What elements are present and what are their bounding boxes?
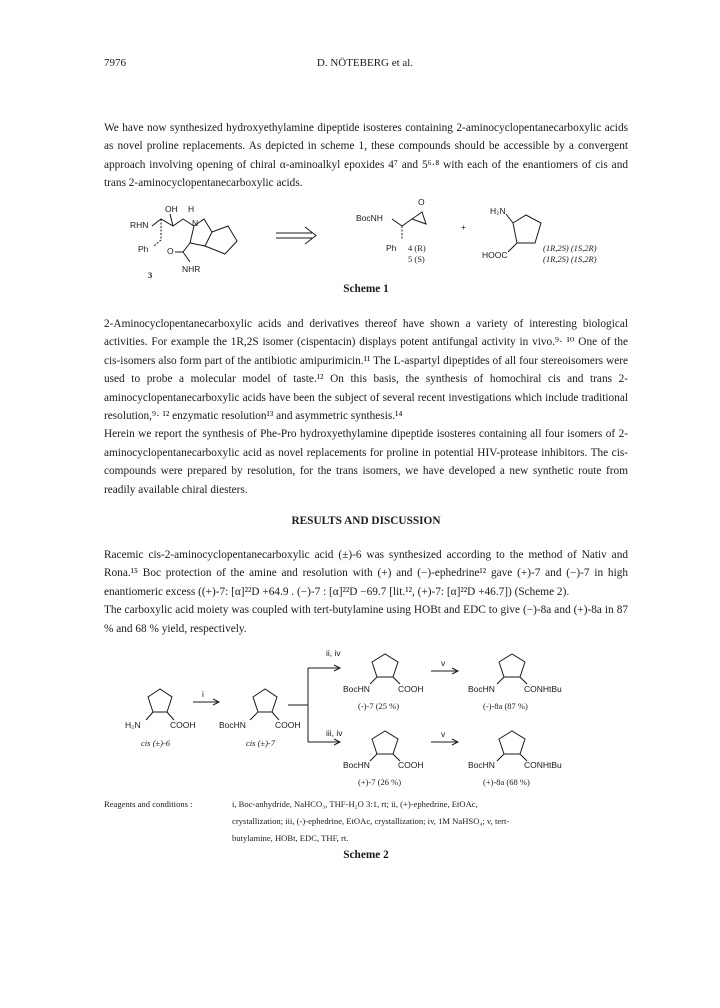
c7minus-label: (-)-7 (25 %) [358, 701, 400, 711]
substituent-bonds-7 [250, 712, 279, 720]
compound-3-number: 3 [148, 270, 153, 280]
epoxide-o-label: O [418, 197, 425, 207]
c7plus-bochn-label: BocHN [343, 760, 370, 770]
c6-label: cis (±)-6 [141, 738, 170, 748]
c7rac-label: cis (±)-7 [246, 738, 275, 748]
c7rac-bochn-label: BocHN [219, 720, 246, 730]
nhr-label: NHR [182, 264, 201, 274]
stereo-label-2: (1R,2S) (1S,2R) [543, 254, 597, 264]
paragraph-herein-text: Herein we report the synthesis of Phe-Pro hydroxyethylamine dipeptide isosteres containing all four isomers of 2-aminocyclopentanecarboxylic acid as novel replacements for proline in potential HIV-protease inhibitors. The cis-compounds were prepared by resolution, for the trans isomers, we have developed a new synthetic route from readily available chiral diesters. [104, 428, 628, 496]
reagents-line-1: i, Boc-anhydride, NaHCO₃, THF-H₂O 3:1, rt; ii, (+)-ephedrine, EtOAc, [232, 799, 478, 809]
c8plus-label: (+)-8a (68 %) [483, 777, 530, 787]
running-title: D. NÖTEBERG et al. [316, 57, 414, 69]
c7plus-label: (+)-7 (26 %) [358, 777, 402, 787]
arrow-v-lower-label: v [441, 729, 446, 739]
paragraph-background-text: 2-Aminocyclopentanecarboxylic acids and derivatives thereof have shown a variety of interesting biological activities. For example the 1R,2S isomer (cispentacin) displays potent antifungal activity in vivo.⁹· ¹⁰ One of the cis-isomers also form part of the antibiotic amipurimicin.¹¹ The L-aspartyl dipeptides of all four stereoisomers were used to probe a molecular model of taste.¹² On this basis, the synthesis of homochiral cis and trans 2-aminocyclopentanecarboxylic acids have been the subject of several recent investigations which include traditional resolution,⁹· ¹² enzymatic resolution¹³ and asymmetric synthesis.¹⁴ [104, 318, 628, 423]
reagents-line-2: crystallization; iii, (-)-ephedrine, EtOAc, crystallization; iv, 1M NaHSO₄; v, tert- [232, 816, 510, 826]
hooc-label: HOOC [482, 250, 508, 260]
substituent-bonds-7-minus [370, 677, 400, 684]
n-label: N [192, 218, 199, 228]
oh-label: OH [165, 204, 178, 214]
c8plus-bochn-label: BocHN [468, 760, 495, 770]
bocnh-label: BocNH [356, 213, 383, 223]
substituent-bonds-8a-minus [497, 677, 527, 684]
h-label: H [188, 204, 195, 214]
ring-8a-minus [499, 654, 525, 677]
ring-7-racemic [253, 689, 277, 712]
c8plus-conh-label: CONHtBu [524, 760, 562, 770]
section-heading: RESULTS AND DISCUSSION [291, 515, 441, 527]
reagents-lines [232, 796, 562, 847]
c8minus-conh-label: CONHtBu [524, 684, 562, 694]
branch-lines [288, 668, 308, 742]
paragraph-coupling-text: The carboxylic acid moiety was coupled with tert-butylamine using HOBt and EDC to give (−)-8a and (+)-8a in 87 % and 68 % yield, respectively. [104, 604, 628, 635]
ring-7-plus [372, 731, 398, 754]
paragraph-intro-text: We have now synthesized hydroxyethylamine dipeptide isosteres containing 2-aminocyclopentanecarboxylic acids as novel proline replacements. As depicted in scheme 1, these compounds should be accessible by a convergent approach involving opening of chiral α-aminoalkyl epoxides 4⁷ and 5⁶·⁸ with each of the enantiomers of cis and trans 2-aminocyclopentanecarboxylic acids. [104, 122, 628, 190]
substituent-bonds-6 [146, 712, 174, 720]
o-label-3: O [167, 246, 174, 256]
rhn-label: RHN [130, 220, 149, 230]
substituent-bonds-7-plus [370, 754, 400, 761]
ring-6 [148, 689, 172, 712]
scheme-2-caption: Scheme 2 [343, 849, 389, 861]
arrow-v-upper-label: v [441, 658, 446, 668]
stereo-label-1: (1R,2S) (1S,2R) [543, 243, 597, 253]
ring-7-minus [372, 654, 398, 677]
c7rac-cooh-label: COOH [275, 720, 301, 730]
ring-8a-plus [499, 731, 525, 754]
c7minus-cooh-label: COOH [398, 684, 424, 694]
arrow-i-label: i [202, 689, 204, 699]
c6-h2n-label: H₂N [125, 720, 141, 730]
h2n-label: H₂N [490, 206, 506, 216]
reagents-title: Reagents and conditions : [104, 799, 193, 809]
c7minus-bochn-label: BocHN [343, 684, 370, 694]
c7plus-cooh-label: COOH [398, 760, 424, 770]
ph-label-epoxide: Ph [386, 243, 397, 253]
substituent-bonds-8a-plus [497, 754, 527, 761]
c6-cooh-label: COOH [170, 720, 196, 730]
reagents-line-3: butylamine, HOBt, EDC, THF, rt. [232, 833, 349, 843]
plus-sign: + [461, 222, 466, 232]
arrow-ii-iv-label: ii, iv [326, 648, 341, 658]
epoxide-5-label: 5 (S) [408, 254, 425, 264]
arrow-iii-iv-label: iii, iv [326, 728, 343, 738]
scheme-1-caption: Scheme 1 [343, 283, 389, 295]
ph-label-3: Ph [138, 244, 149, 254]
c8minus-label: (-)-8a (87 %) [483, 701, 528, 711]
page-number: 7976 [104, 57, 126, 69]
epoxide-4-label: 4 (R) [408, 243, 426, 253]
paragraph-results-text: Racemic cis-2-aminocyclopentanecarboxylic acid (±)-6 was synthesized according to the method of Nativ and Rona.¹⁵ Boc protection of the amine and resolution with (+) and (−)-ephedrine¹² gave (+)-7 and (−)-7 in high enantiomeric excess ((+)-7: [α]²²D +64.9 . (−)-7 : [α]²²D −69.7 [lit.¹², (+)-7: [α]²²D +46.7]) (Scheme 2). [104, 549, 628, 598]
c8minus-bochn-label: BocHN [468, 684, 495, 694]
